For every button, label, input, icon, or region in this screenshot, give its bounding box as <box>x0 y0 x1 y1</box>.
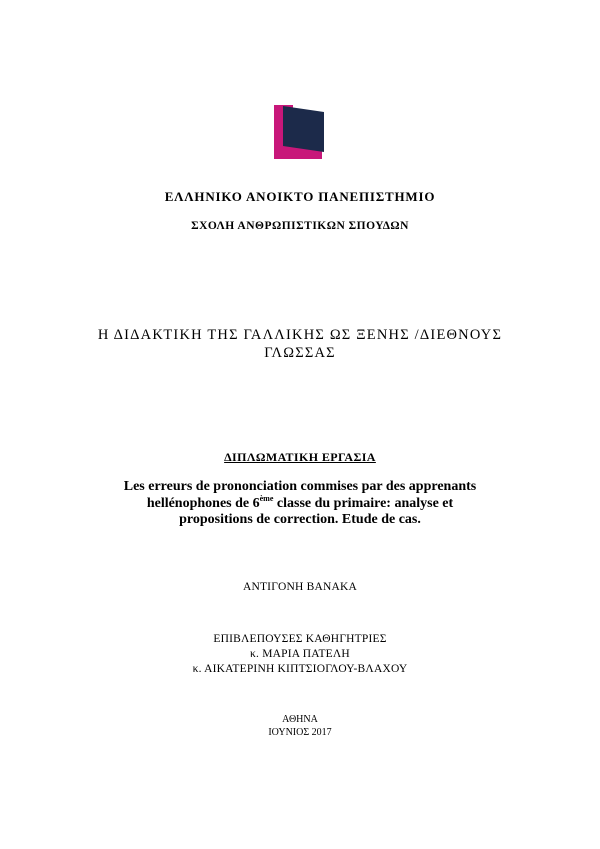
supervisors-block <box>0 632 600 677</box>
supervisors-heading: ΕΠΙΒΛΕΠΟΥΣΕΣ ΚΑΘΗΓΗΤΡΙΕΣ <box>213 633 387 645</box>
university-name: ΕΛΛΗΝΙΚΟ ΑΝΟΙΚΤΟ ΠΑΝΕΠΙΣΤΗΜΙΟ <box>164 189 436 204</box>
university-logo-icon <box>272 104 326 160</box>
thesis-title-line2-end: classe du primaire: analyse et <box>273 495 454 511</box>
supervisor-name: κ. ΑΙΚΑΤΕΡΙΝΗ ΚΙΠΤΣΙΟΓΛΟΥ-ΒΛΑΧΟΥ <box>192 663 408 675</box>
thesis-title-line2 <box>0 493 600 513</box>
author-name: ΑΝΤΙΓΟΝΗ ΒΑΝΑΚΑ <box>242 581 358 593</box>
place: ΑΘΗΝΑ <box>282 714 318 725</box>
date: ΙΟΥΝΙΟΣ 2017 <box>268 727 332 738</box>
thesis-title-line2-start: hellénophones de 6 <box>146 495 260 511</box>
program-title <box>0 326 600 362</box>
thesis-title <box>0 479 600 529</box>
program-title-line1: Η ΔΙΔΑΚΤΙΚΗ ΤΗΣ ΓΑΛΛΙΚΗΣ ΩΣ ΞΕΝΗΣ /ΔΙΕΘΝΟΥΣ <box>97 327 503 343</box>
school-name: ΣΧΟΛΗ ΑΝΘΡΩΠΙΣΤΙΚΩΝ ΣΠΟΥΔΩΝ <box>191 220 409 232</box>
supervisor-name: κ. ΜΑΡΙΑ ΠΑΤΕΛΗ <box>250 648 350 660</box>
thesis-title-line1: Les erreurs de prononciation commises par des apprenants <box>123 479 477 494</box>
thesis-title-line3: propositions de correction. Etude de cas. <box>179 512 421 527</box>
place-date-block <box>0 713 600 739</box>
thesis-type-label: ΔΙΠΛΩΜΑΤΙΚΗ ΕΡΓΑΣΙΑ <box>224 450 376 464</box>
program-title-line2: ΓΛΩΣΣΑΣ <box>264 345 336 361</box>
thesis-title-superscript: ème <box>259 493 274 503</box>
